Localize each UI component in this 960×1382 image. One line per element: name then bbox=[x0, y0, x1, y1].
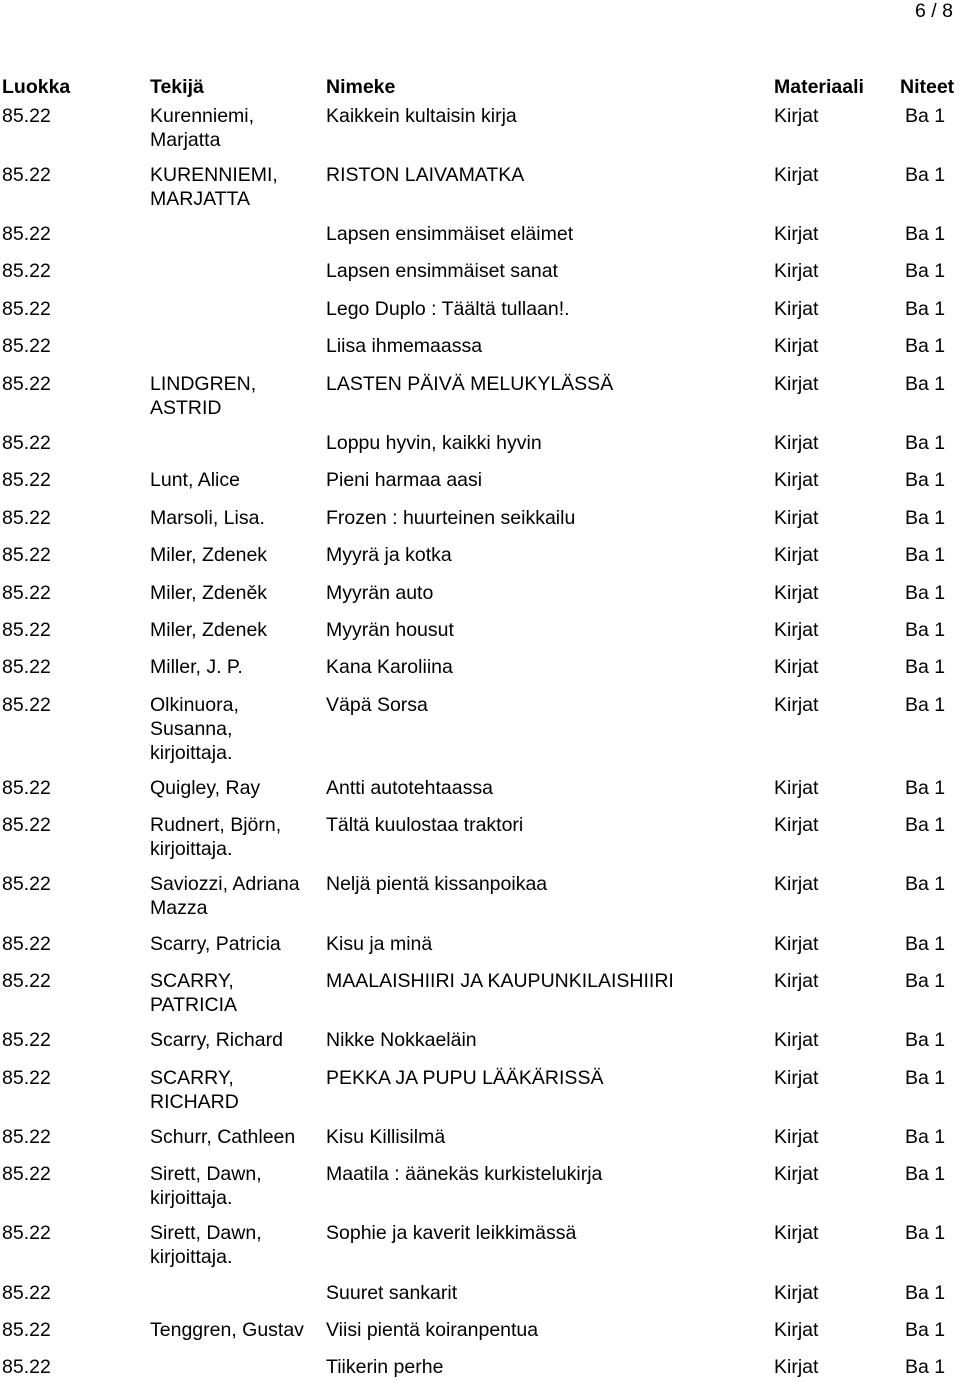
cell-notes: Ba 1 bbox=[905, 619, 946, 641]
cell-title: Myyrän auto bbox=[326, 582, 434, 604]
table-row bbox=[0, 776, 960, 800]
cell-class: 85.22 bbox=[2, 164, 51, 186]
cell-class: 85.22 bbox=[2, 469, 51, 491]
table-row bbox=[0, 1318, 960, 1342]
cell-notes: Ba 1 bbox=[905, 1319, 946, 1341]
cell-class: 85.22 bbox=[2, 933, 51, 955]
cell-author bbox=[150, 872, 300, 920]
cell-class: 85.22 bbox=[2, 1029, 51, 1051]
header-title: Nimeke bbox=[326, 76, 396, 98]
table-row bbox=[0, 222, 960, 246]
cell-title: MAALAISHIIRI JA KAUPUNKILAISHIIRI bbox=[326, 970, 674, 992]
cell-notes: Ba 1 bbox=[905, 432, 946, 454]
cell-notes: Ba 1 bbox=[905, 298, 946, 320]
table-row bbox=[0, 1125, 960, 1149]
table-row bbox=[0, 1355, 960, 1379]
author-line-1: KURENNIEMI, bbox=[150, 164, 278, 186]
author-line-2: PATRICIA bbox=[150, 994, 238, 1016]
cell-class: 85.22 bbox=[2, 1319, 51, 1341]
cell-material: Kirjat bbox=[774, 335, 819, 357]
cell-material: Kirjat bbox=[774, 1067, 819, 1089]
table-row bbox=[0, 259, 960, 283]
cell-author bbox=[150, 693, 239, 765]
cell-title: Tiikerin perhe bbox=[326, 1356, 444, 1378]
cell-material: Kirjat bbox=[774, 1282, 819, 1304]
cell-author bbox=[150, 163, 278, 211]
cell-notes: Ba 1 bbox=[905, 933, 946, 955]
cell-material: Kirjat bbox=[774, 432, 819, 454]
cell-class: 85.22 bbox=[2, 1282, 51, 1304]
cell-title: Suuret sankarit bbox=[326, 1282, 458, 1304]
cell-author: Marsoli, Lisa. bbox=[150, 507, 265, 529]
cell-material: Kirjat bbox=[774, 873, 819, 895]
cell-notes: Ba 1 bbox=[905, 1282, 946, 1304]
table-row bbox=[0, 163, 960, 210]
cell-class: 85.22 bbox=[2, 619, 51, 641]
table-row bbox=[0, 581, 960, 605]
cell-notes: Ba 1 bbox=[905, 469, 946, 491]
cell-notes: Ba 1 bbox=[905, 656, 946, 678]
cell-material: Kirjat bbox=[774, 373, 819, 395]
cell-class: 85.22 bbox=[2, 373, 51, 395]
cell-material: Kirjat bbox=[774, 1163, 819, 1185]
cell-class: 85.22 bbox=[2, 1126, 51, 1148]
cell-notes: Ba 1 bbox=[905, 777, 946, 799]
cell-material: Kirjat bbox=[774, 223, 819, 245]
cell-author: Miler, Zdeněk bbox=[150, 582, 268, 604]
cell-material: Kirjat bbox=[774, 814, 819, 836]
table-row bbox=[0, 1066, 960, 1113]
author-line-2: kirjoittaja. bbox=[150, 1187, 233, 1209]
cell-material: Kirjat bbox=[774, 469, 819, 491]
table-row bbox=[0, 655, 960, 679]
cell-class: 85.22 bbox=[2, 814, 51, 836]
cell-material: Kirjat bbox=[774, 582, 819, 604]
cell-notes: Ba 1 bbox=[905, 1126, 946, 1148]
cell-material: Kirjat bbox=[774, 1319, 819, 1341]
cell-notes: Ba 1 bbox=[905, 814, 946, 836]
header-notes: Niteet bbox=[900, 76, 955, 98]
table-row bbox=[0, 1281, 960, 1305]
table-row bbox=[0, 932, 960, 956]
table-row bbox=[0, 297, 960, 321]
author-line-1: Kurenniemi, bbox=[150, 105, 255, 127]
cell-class: 85.22 bbox=[2, 507, 51, 529]
cell-material: Kirjat bbox=[774, 1222, 819, 1244]
table-row bbox=[0, 334, 960, 358]
header-material: Materiaali bbox=[774, 76, 864, 98]
table-row bbox=[0, 872, 960, 919]
cell-title: Liisa ihmemaassa bbox=[326, 335, 483, 357]
cell-author: Miller, J. P. bbox=[150, 656, 243, 678]
page-number: 6 / 8 bbox=[915, 0, 953, 22]
cell-title: Pieni harmaa aasi bbox=[326, 469, 483, 491]
cell-title: Myyrä ja kotka bbox=[326, 544, 452, 566]
cell-notes: Ba 1 bbox=[905, 873, 946, 895]
cell-class: 85.22 bbox=[2, 656, 51, 678]
cell-notes: Ba 1 bbox=[905, 260, 946, 282]
author-line-2: Mazza bbox=[150, 897, 208, 919]
author-line-1: Rudnert, Björn, bbox=[150, 814, 282, 836]
table-row bbox=[0, 1162, 960, 1209]
cell-author bbox=[150, 372, 256, 420]
cell-title: Viisi pientä koiranpentua bbox=[326, 1319, 539, 1341]
cell-class: 85.22 bbox=[2, 260, 51, 282]
cell-title: Kana Karoliina bbox=[326, 656, 453, 678]
cell-material: Kirjat bbox=[774, 777, 819, 799]
cell-notes: Ba 1 bbox=[905, 1222, 946, 1244]
cell-class: 85.22 bbox=[2, 432, 51, 454]
cell-title: Sophie ja kaverit leikkimässä bbox=[326, 1222, 577, 1244]
cell-author: Miler, Zdenek bbox=[150, 544, 268, 566]
cell-material: Kirjat bbox=[774, 260, 819, 282]
cell-material: Kirjat bbox=[774, 105, 819, 127]
cell-material: Kirjat bbox=[774, 619, 819, 641]
cell-author bbox=[150, 813, 281, 861]
cell-author bbox=[150, 969, 237, 1017]
table-row bbox=[0, 813, 960, 860]
author-line-1: SCARRY, bbox=[150, 1067, 234, 1089]
author-line-2: Susanna, bbox=[150, 718, 233, 740]
cell-material: Kirjat bbox=[774, 933, 819, 955]
table-row bbox=[0, 468, 960, 492]
cell-title: Loppu hyvin, kaikki hyvin bbox=[326, 432, 542, 454]
cell-notes: Ba 1 bbox=[905, 164, 946, 186]
cell-author: Lunt, Alice bbox=[150, 469, 240, 491]
table-row bbox=[0, 372, 960, 419]
cell-class: 85.22 bbox=[2, 298, 51, 320]
header-class: Luokka bbox=[2, 76, 71, 98]
cell-notes: Ba 1 bbox=[905, 105, 946, 127]
cell-title: Nikke Nokkaeläin bbox=[326, 1029, 477, 1051]
cell-title: Maatila : äänekäs kurkistelukirja bbox=[326, 1163, 603, 1185]
cell-title: Neljä pientä kissanpoikaa bbox=[326, 873, 548, 895]
cell-notes: Ba 1 bbox=[905, 335, 946, 357]
cell-class: 85.22 bbox=[2, 970, 51, 992]
cell-author: Tenggren, Gustav bbox=[150, 1319, 304, 1341]
cell-notes: Ba 1 bbox=[905, 373, 946, 395]
cell-title: Antti autotehtaassa bbox=[326, 777, 493, 799]
cell-author bbox=[150, 1066, 239, 1114]
cell-class: 85.22 bbox=[2, 873, 51, 895]
author-line-1: Sirett, Dawn, bbox=[150, 1163, 262, 1185]
cell-class: 85.22 bbox=[2, 694, 51, 716]
table-row bbox=[0, 1221, 960, 1268]
cell-author: Quigley, Ray bbox=[150, 777, 261, 799]
table-row bbox=[0, 618, 960, 642]
cell-class: 85.22 bbox=[2, 544, 51, 566]
author-line-1: SCARRY, bbox=[150, 970, 234, 992]
cell-title: Myyrän housut bbox=[326, 619, 454, 641]
table-header bbox=[0, 75, 960, 99]
author-line-1: Olkinuora, bbox=[150, 694, 239, 716]
cell-material: Kirjat bbox=[774, 694, 819, 716]
cell-author: Scarry, Richard bbox=[150, 1029, 283, 1051]
cell-title: Frozen : huurteinen seikkailu bbox=[326, 507, 576, 529]
cell-author bbox=[150, 1221, 262, 1269]
cell-author: Miler, Zdenek bbox=[150, 619, 268, 641]
cell-material: Kirjat bbox=[774, 298, 819, 320]
author-line-1: LINDGREN, bbox=[150, 373, 257, 395]
cell-material: Kirjat bbox=[774, 1029, 819, 1051]
cell-title: Kisu Killisilmä bbox=[326, 1126, 446, 1148]
author-line-2: kirjoittaja. bbox=[150, 838, 233, 860]
table-row bbox=[0, 104, 960, 151]
cell-material: Kirjat bbox=[774, 164, 819, 186]
cell-notes: Ba 1 bbox=[905, 223, 946, 245]
cell-notes: Ba 1 bbox=[905, 1163, 946, 1185]
cell-material: Kirjat bbox=[774, 656, 819, 678]
cell-class: 85.22 bbox=[2, 335, 51, 357]
cell-notes: Ba 1 bbox=[905, 507, 946, 529]
cell-class: 85.22 bbox=[2, 1163, 51, 1185]
cell-title: PEKKA JA PUPU LÄÄKÄRISSÄ bbox=[326, 1067, 604, 1089]
table-row bbox=[0, 431, 960, 455]
header-author: Tekijä bbox=[150, 76, 204, 98]
cell-author: Scarry, Patricia bbox=[150, 933, 281, 955]
cell-title: Lapsen ensimmäiset sanat bbox=[326, 260, 558, 282]
cell-class: 85.22 bbox=[2, 1222, 51, 1244]
cell-class: 85.22 bbox=[2, 1356, 51, 1378]
cell-title: Kaikkein kultaisin kirja bbox=[326, 105, 517, 127]
cell-author bbox=[150, 104, 254, 152]
cell-title: Väpä Sorsa bbox=[326, 694, 428, 716]
cell-title: RISTON LAIVAMATKA bbox=[326, 164, 525, 186]
cell-notes: Ba 1 bbox=[905, 582, 946, 604]
table-row bbox=[0, 693, 960, 764]
author-line-2: MARJATTA bbox=[150, 188, 251, 210]
cell-notes: Ba 1 bbox=[905, 544, 946, 566]
author-line-2: kirjoittaja. bbox=[150, 1246, 233, 1268]
author-line-2: RICHARD bbox=[150, 1091, 239, 1113]
cell-title: Kisu ja minä bbox=[326, 933, 433, 955]
author-line-3: kirjoittaja. bbox=[150, 742, 233, 764]
cell-class: 85.22 bbox=[2, 223, 51, 245]
table-row bbox=[0, 506, 960, 530]
cell-author: Schurr, Cathleen bbox=[150, 1126, 296, 1148]
author-line-2: Marjatta bbox=[150, 129, 221, 151]
cell-material: Kirjat bbox=[774, 1356, 819, 1378]
cell-notes: Ba 1 bbox=[905, 1029, 946, 1051]
author-line-1: Saviozzi, Adriana bbox=[150, 873, 300, 895]
cell-class: 85.22 bbox=[2, 777, 51, 799]
cell-author bbox=[150, 1162, 262, 1210]
table-row bbox=[0, 1028, 960, 1052]
cell-title: LASTEN PÄIVÄ MELUKYLÄSSÄ bbox=[326, 373, 614, 395]
cell-notes: Ba 1 bbox=[905, 694, 946, 716]
cell-material: Kirjat bbox=[774, 544, 819, 566]
cell-class: 85.22 bbox=[2, 105, 51, 127]
author-line-2: ASTRID bbox=[150, 397, 222, 419]
author-line-1: Sirett, Dawn, bbox=[150, 1222, 262, 1244]
cell-material: Kirjat bbox=[774, 1126, 819, 1148]
cell-notes: Ba 1 bbox=[905, 1067, 946, 1089]
cell-title: Tältä kuulostaa traktori bbox=[326, 814, 524, 836]
cell-material: Kirjat bbox=[774, 970, 819, 992]
table-row bbox=[0, 543, 960, 567]
cell-class: 85.22 bbox=[2, 1067, 51, 1089]
cell-class: 85.22 bbox=[2, 582, 51, 604]
table-row bbox=[0, 969, 960, 1016]
cell-title: Lapsen ensimmäiset eläimet bbox=[326, 223, 574, 245]
cell-notes: Ba 1 bbox=[905, 1356, 946, 1378]
cell-notes: Ba 1 bbox=[905, 970, 946, 992]
cell-title: Lego Duplo : Täältä tullaan!. bbox=[326, 298, 570, 320]
cell-material: Kirjat bbox=[774, 507, 819, 529]
